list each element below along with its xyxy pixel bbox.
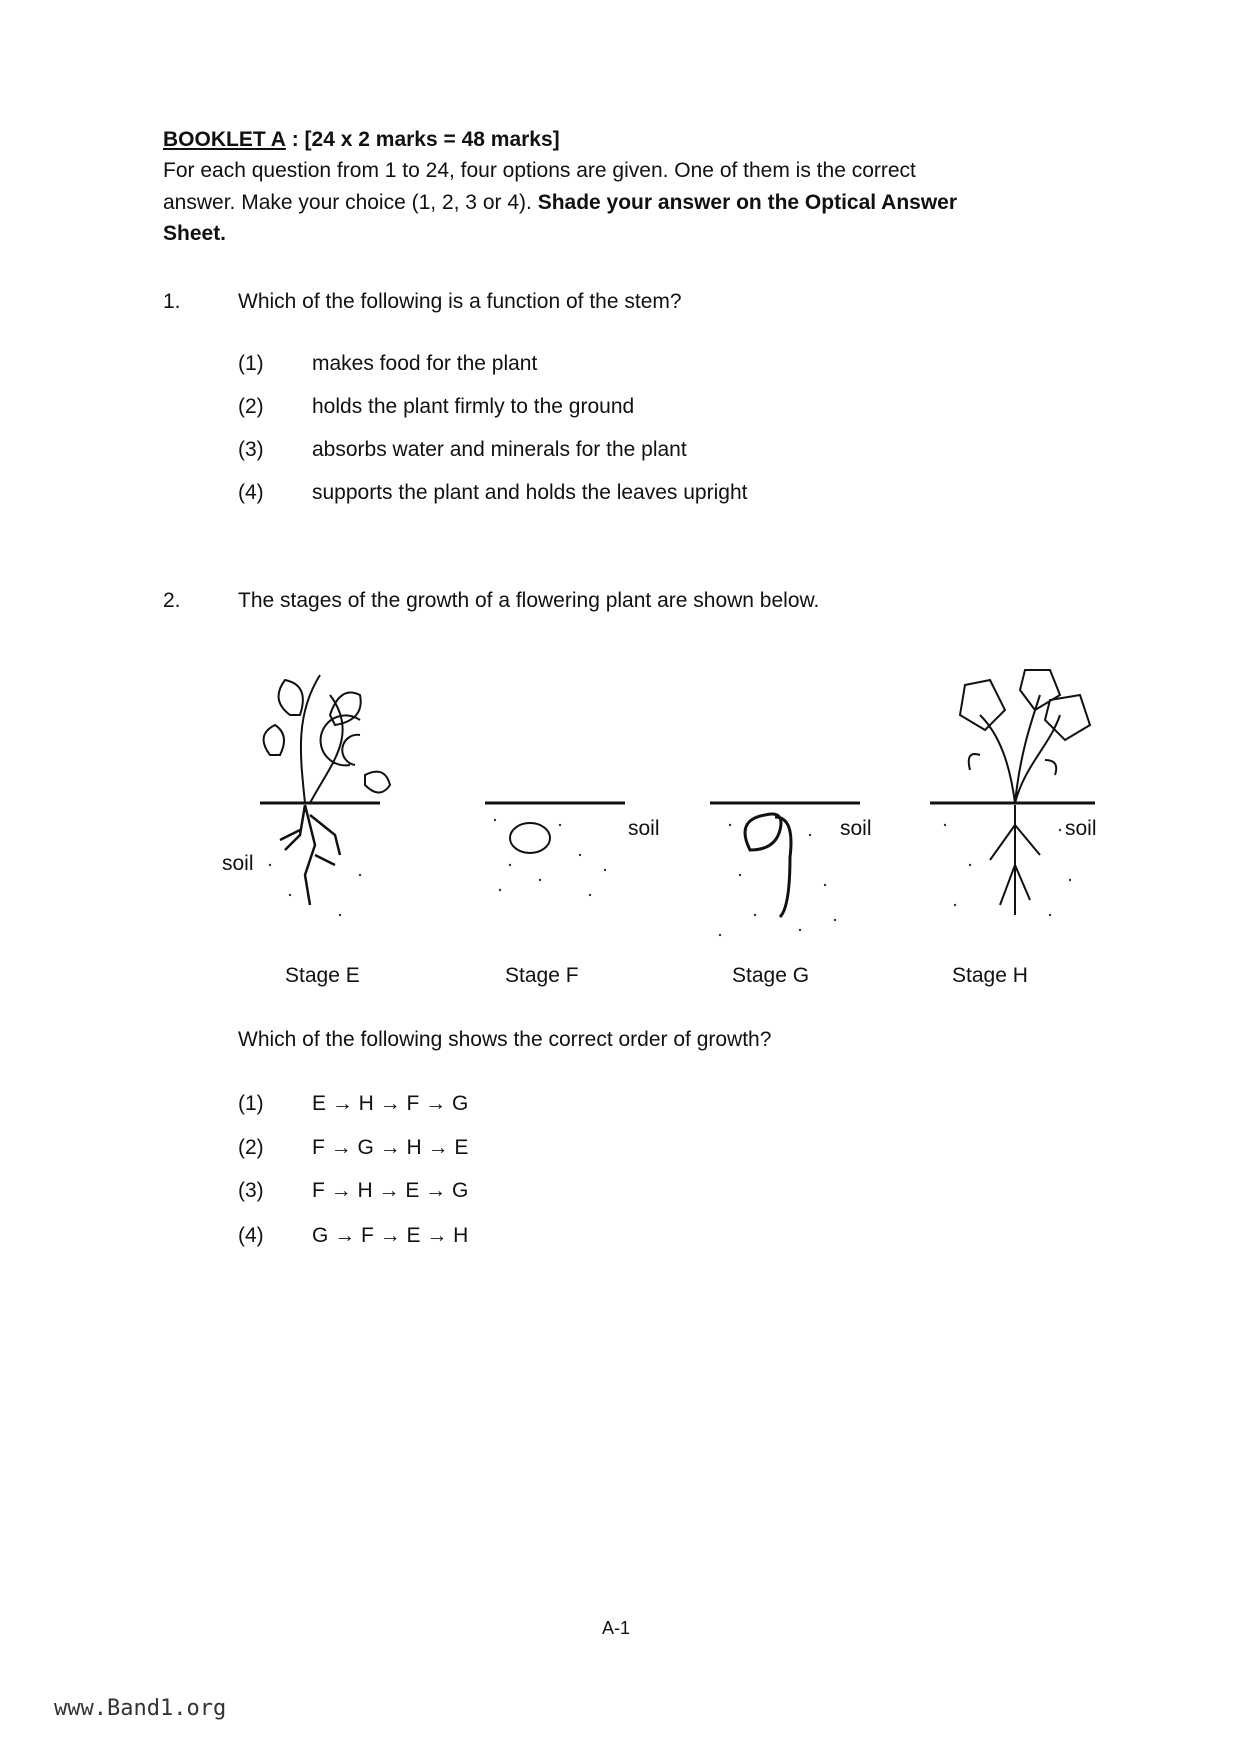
stage-h-plant-illustration — [930, 670, 1095, 915]
soil-dots — [269, 819, 1071, 936]
stage-f-seed-illustration — [485, 803, 625, 853]
q1-option-1-text: makes food for the plant — [312, 352, 538, 375]
q2-number: 2. — [163, 589, 181, 612]
q1-option-3-label: (3) — [238, 438, 264, 461]
stage-g-label: Stage G — [732, 964, 810, 987]
q2-option-1-text: E → H → F → G — [312, 1092, 469, 1115]
q2-option-4-label: (4) — [238, 1224, 264, 1247]
q1-option-4-text: supports the plant and holds the leaves upright — [312, 481, 748, 504]
page-number: A-1 — [602, 1618, 631, 1638]
soil-label-f: soil — [628, 817, 660, 840]
plant-growth-figure — [210, 655, 1130, 955]
q2-text: The stages of the growth of a flowering plant are shown below. — [238, 589, 820, 612]
soil-label-h: soil — [1065, 817, 1097, 840]
booklet-marks: : [24 x 2 marks = 48 marks] — [291, 128, 560, 151]
instruction-line-2 — [163, 191, 957, 215]
instruction-line-3: Sheet. — [163, 222, 227, 245]
q2-option-3-label: (3) — [238, 1179, 264, 1202]
q2-subquestion: Which of the following shows the correct order of growth? — [238, 1028, 772, 1051]
instruction-bold: Shade your answer on the Optical Answer — [537, 191, 958, 214]
stage-e-plant-illustration — [260, 675, 390, 905]
watermark: www.Band1.org — [54, 1696, 227, 1721]
q1-number: 1. — [163, 290, 181, 313]
q1-option-2-label: (2) — [238, 395, 264, 418]
q1-option-3-text: absorbs water and minerals for the plant — [312, 438, 687, 461]
instruction-line-1: For each question from 1 to 24, four options are given. One of them is the correct — [163, 159, 916, 182]
stage-e-label: Stage E — [285, 964, 360, 987]
q1-option-2-text: holds the plant firmly to the ground — [312, 395, 635, 418]
stage-g-germinating-seed-illustration — [710, 803, 860, 917]
soil-label-g: soil — [840, 817, 872, 840]
q2-option-2-text: F → G → H → E — [312, 1136, 469, 1159]
q1-text: Which of the following is a function of the stem? — [238, 290, 682, 313]
q2-option-2-label: (2) — [238, 1136, 264, 1159]
q2-option-1-label: (1) — [238, 1092, 264, 1115]
stage-f-label: Stage F — [505, 964, 579, 987]
booklet-heading — [163, 128, 560, 152]
stage-h-label: Stage H — [952, 964, 1028, 987]
q1-option-1-label: (1) — [238, 352, 264, 375]
soil-label-e: soil — [222, 852, 254, 875]
instruction-text: answer. Make your choice (1, 2, 3 or 4). — [163, 191, 532, 214]
q2-option-4-text: G → F → E → H — [312, 1224, 469, 1247]
booklet-title: BOOKLET A — [163, 128, 286, 151]
q1-option-4-label: (4) — [238, 481, 264, 504]
q2-option-3-text: F → H → E → G — [312, 1179, 469, 1202]
